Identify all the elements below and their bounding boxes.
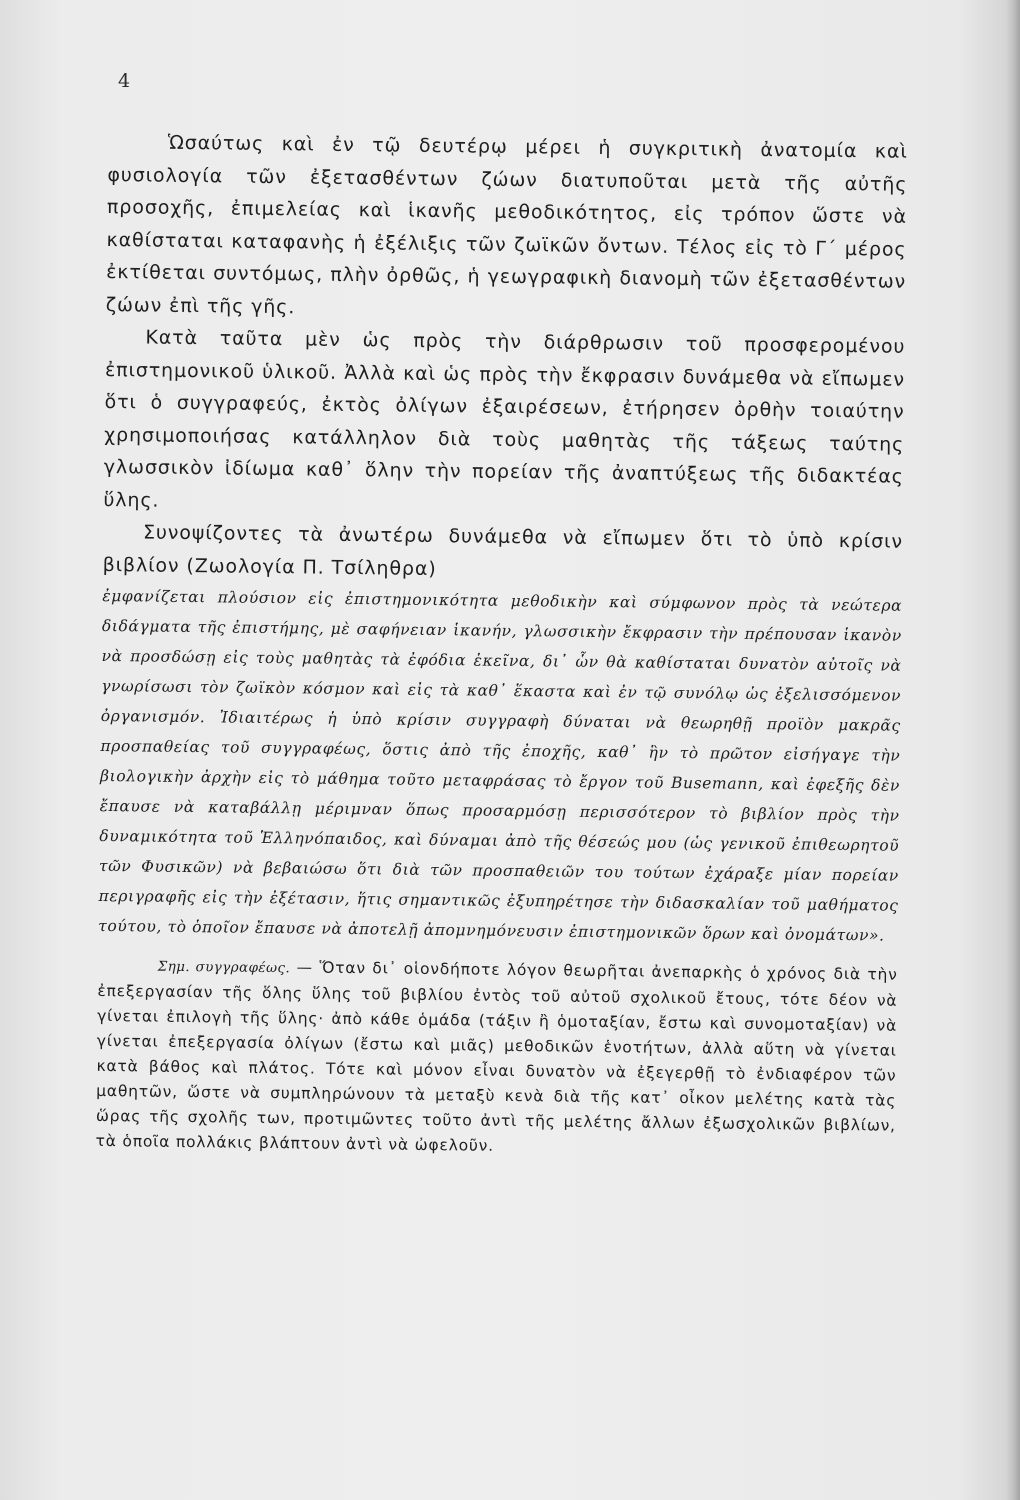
paragraph-summary: Συνοψίζοντες τὰ ἀνωτέρω δυνάμεθα νὰ εἴπωμεν ὅτι τὸ ὑπὸ κρίσιν βιβλίον (Ζωολογία Π. Τσίληθρα) [102,521,904,580]
page-edge-shadow [1006,0,1020,1500]
paragraph-anatomy: Ὡσαύτως καὶ ἐν τῷ δευτέρῳ μέρει ἡ συγκριτικὴ ἀνατομία καὶ φυσιολογία τῶν ἐξετασθέντων ζώων διατυποῦται μετὰ τῆς αὐτῆς προσοχῆς, ἐπιμελείας καὶ ἱκανῆς μεθοδικότητος, εἰς τρόπον ὥστε νὰ καθίσταται καταφανὴς ἡ ἐξέλιξις τῶν ζωϊκῶν ὄντων. Τέλος εἰς τὸ Γ΄ μέρος ἐκτίθεται συντόμως, πλὴν ὀρθῶς, ἡ γεωγραφικὴ διανομὴ τῶν ἐξετασθέντων ζώων ἐπὶ τῆς γῆς. [105,131,908,318]
author-note-label: Σημ. συγγραφέως. [157,958,291,977]
author-note [95,953,897,1164]
page-number: 4 [118,70,131,92]
author-note-text: — Ὅταν δι᾿ οἱονδήποτε λόγον θεωρῆται ἀνεπαρκὴς ὁ χρόνος διὰ τὴν ἐπεξεργασίαν τῆς ὅλης ὕλης τοῦ βιβλίου ἐντὸς τοῦ αὐτοῦ σχολικοῦ ἔτους, τότε δέον νὰ γίνεται ἐπιλογὴ τῆς ὕλης· ἀπὸ κάθε ὁμάδα (τάξιν ἢ ὁμοταξίαν, ἔστω καὶ συνομοταξίαν) νὰ γίνεται ἐπεξεργασία ὀλίγων (ἔστω καὶ μιᾶς) μεθοδικῶν ἑνοτήτων, ἀλλὰ αὕτη νὰ γίνεται κατὰ βάθος καὶ πλάτος. Τότε καὶ μόνον εἶναι δυνατὸν νὰ ἐξεγερθῇ τὸ ἐνδιαφέρον τῶν μαθητῶν, ὥστε νὰ συμπληρώνουν τὰ μεταξὺ κενὰ διὰ τῆς κατ᾿ οἶκον μελέτης κατὰ τὰς ὥρας τῆς σχολῆς των, προτιμῶντες τοῦτο ἀντὶ τῆς μελέτης ἄλλων ἐξωσχολικῶν βιβλίων, τὰ ὁποῖα πολλάκις βλάπτουν ἀντὶ νὰ ὠφελοῦν. [95,958,898,1155]
review-quote: ἐμφανίζεται πλούσιον εἰς ἐπιστημονικότητα μεθοδικὴν καὶ σύμφωνον πρὸς τὰ νεώτερα διδάγματα τῆς ἐπιστήμης, μὲ σαφήνειαν ἱκανήν, γλωσσικὴν ἔκφρασιν τὴν πρέπουσαν ἱκανὸν νὰ προσδώσῃ εἰς τοὺς μαθητὰς τὰ ἐφόδια ἐκεῖνα, δι᾿ ὧν θὰ καθίσταται δυνατὸν αὐτοῖς νὰ γνωρίσωσι τὸν ζωϊκὸν κόσμον καὶ εἰς τὰ καθ᾿ ἕκαστα καὶ ἐν τῷ συνόλῳ ὡς ἐξελισσόμενον ὀργανισμόν. Ἰδιαιτέρως ἡ ὑπὸ κρίσιν συγγραφὴ δύναται νὰ θεωρηθῇ προϊὸν μακρᾶς προσπαθείας τοῦ συγγραφέως, ὅστις ἀπὸ τῆς ἐποχῆς, καθ᾿ ἣν τὸ πρῶτον εἰσήγαγε τὴν βιολογικὴν ἀρχὴν εἰς τὸ μάθημα τοῦτο μεταφράσας τὸ ἔργον τοῦ Busemann, καὶ ἐφεξῆς δὲν ἔπαυσε νὰ καταβάλλῃ μέριμναν ὅπως προσαρμόσῃ περισσότερον τὸ βιβλίον πρὸς τὴν δυναμικότητα τοῦ Ἑλληνόπαιδος, καὶ δύναμαι ἀπὸ τῆς θέσεώς μου (ὡς γενικοῦ ἐπιθεωρητοῦ τῶν Φυσικῶν) νὰ βεβαιώσω ὅτι διὰ τῶν προσπαθειῶν του τούτων ἐχάραξε μίαν πορείαν περιγραφῆς εἰς τὴν ἐξέτασιν, ἥτις σημαντικῶς ἐξυπηρέτησε τὴν διδασκαλίαν τοῦ μαθήματος τούτου, τὸ ὁποῖον ἔπαυσε νὰ ἀποτελῇ ἀπομνημόνευσιν ἐπιστημονικῶν ὅρων καὶ ὀνομάτων». [98,586,903,945]
body-text [95,126,907,1164]
paragraph-expression: Κατὰ ταῦτα μὲν ὡς πρὸς τὴν διάρθρωσιν τοῦ προσφερομένου ἐπιστημονικοῦ ὑλικοῦ. Ἀλλὰ καὶ ὡς πρὸς τὴν ἔκφρασιν δυνάμεθα νὰ εἴπωμεν ὅτι ὁ συγγραφεύς, ἐκτὸς ὀλίγων ἐξαιρέσεων, ἐτήρησεν ὀρθὴν τοιαύτην χρησιμοποιήσας κατάλληλον διὰ τοὺς μαθητὰς τῆς τάξεως ταύτης γλωσσικὸν ἰδίωμα καθ᾿ ὅλην τὴν πορείαν τῆς ἀναπτύξεως τῆς διδακτέας ὕλης. [103,326,906,512]
